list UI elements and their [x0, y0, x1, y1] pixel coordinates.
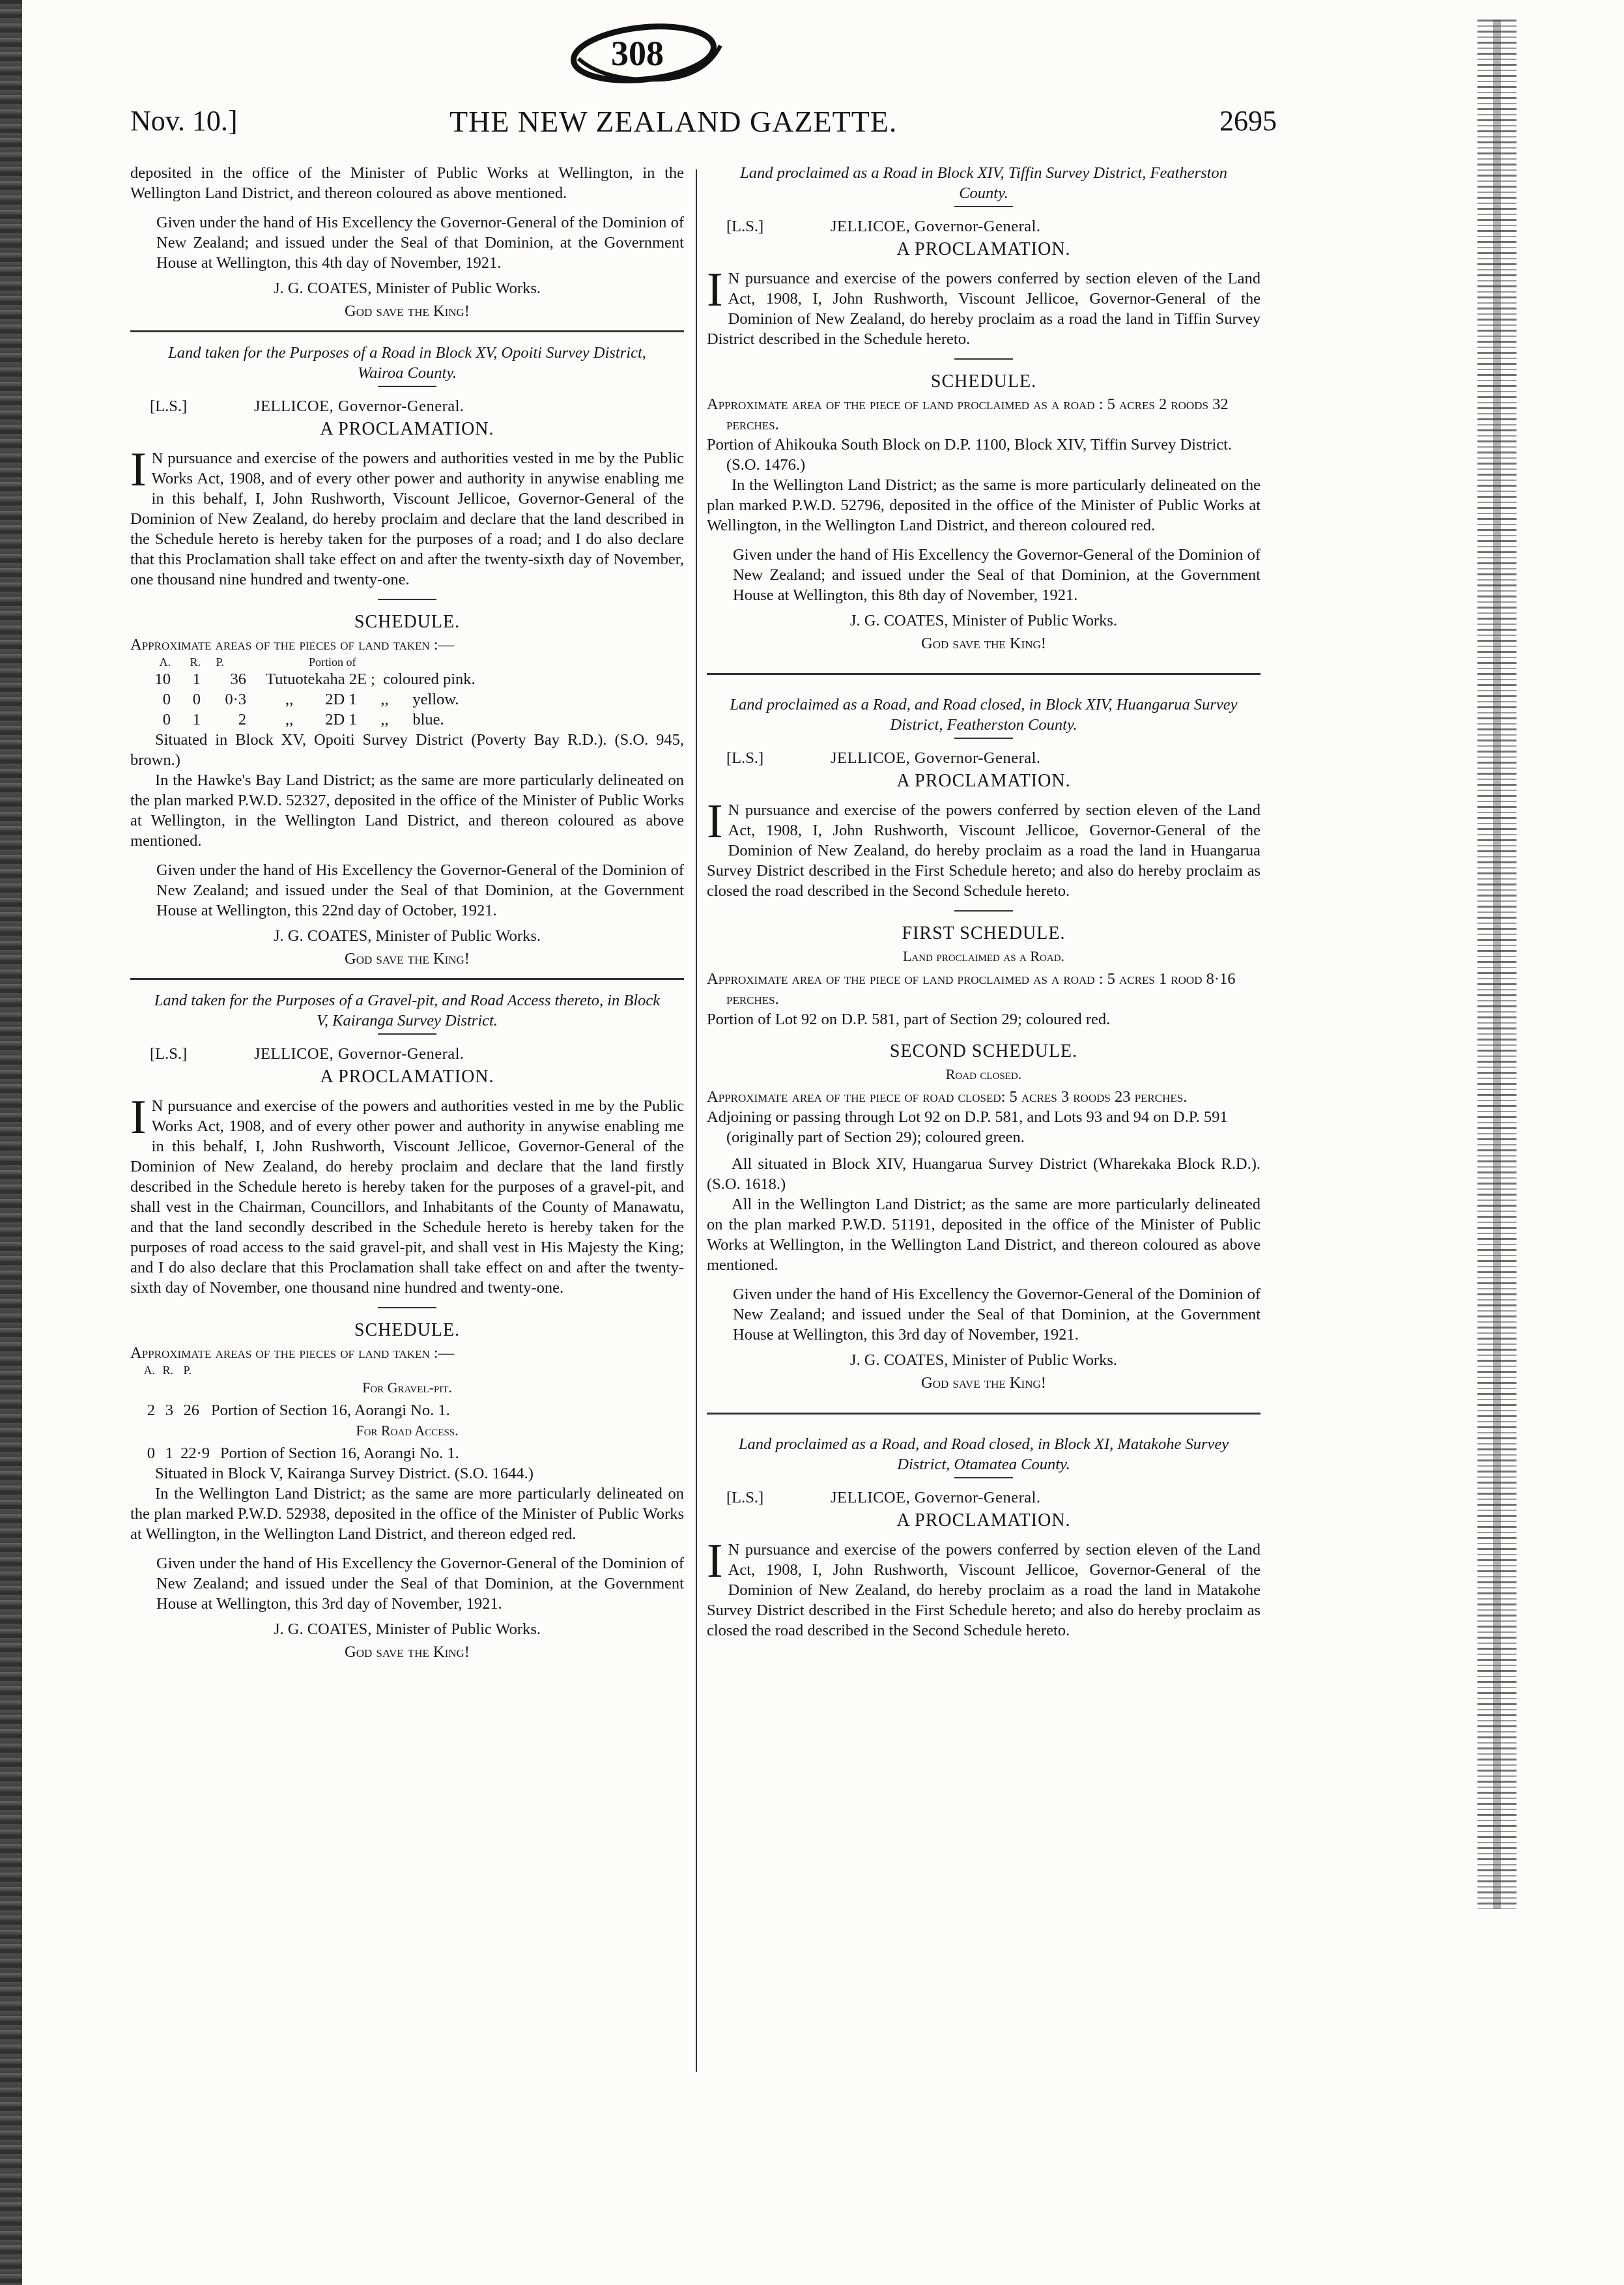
seal-line [707, 1487, 1261, 1508]
proclamation-heading: A PROCLAMATION. [320, 1067, 494, 1087]
seal-line [707, 216, 1261, 237]
section-rule [707, 1413, 1261, 1415]
given-under-hand: Given under the hand of His Excellency the Governor-General of the Dominion of New Zealand; and issued under the Seal of that Dominion, at the Government House at Wellington, this 3rd day of November, 1921. [733, 1286, 1261, 1344]
schedule-adjoining: Adjoining or passing through Lot 92 on D.P. 581, and Lots 93 and 94 on D.P. 591 (originally part of Section 29); coloured green. [707, 1108, 1228, 1146]
district-text: In the Wellington Land District; as the same is more particularly delineated on the plan marked P.W.D. 52796, deposited in the office of the Minister of Public Works at Wellington, in the Wellington Land District, and thereon coloured red. [707, 476, 1261, 534]
handwritten-stamp [565, 20, 728, 90]
minister-signature: J. G. COATES, Minister of Public Works. [273, 1620, 541, 1638]
proclamation-body: I N pursuance and exercise of the powers conferred by section eleven of the Land Act, 1908, I, John Rushworth, Viscount Jellicoe, Governor-General of the Dominion of New Zealand, do hereby proclaim as a road the land in Tiffin Survey District described in the Schedule hereto. [707, 263, 1261, 348]
notice-title: Land proclaimed as a Road, and Road closed, in Block XI, Matakohe Survey District, Otamatea County. [738, 1435, 1229, 1473]
notice-title: Land proclaimed as a Road, and Road closed, in Block XIV, Huangarua Survey District, Featherston County. [730, 696, 1238, 734]
continued-text: deposited in the office of the Minister of Public Works at Wellington, in the Wellington Land District, and thereon coloured as above mentioned. [130, 164, 684, 202]
scan-edge-right-shadow [1493, 20, 1501, 1909]
schedule-row: 2 3 26 Portion of Section 16, Aorangi No. 1. [147, 1401, 450, 1419]
god-save-the-king: God save the King! [921, 635, 1046, 652]
schedule-approx: Approximate area of the piece of road closed: 5 acres 3 roods 23 perches. [707, 1088, 1188, 1106]
notice-title: Land taken for the Purposes of a Gravel-pit, and Road Access thereto, in Block V, Kairanga Survey District. [154, 992, 661, 1029]
schedule-subheading: Road closed. [945, 1066, 1022, 1082]
given-under-hand: Given under the hand of His Excellency the Governor-General of the Dominion of New Zealand; and issued under the Seal of that Dominion, at the Government House at Wellington, this 4th day of November, 1921. [156, 214, 684, 272]
seal-line [707, 748, 1261, 768]
schedule-approx: Approximate areas of the pieces of land taken :— [130, 636, 455, 654]
situated-text: Situated in Block XV, Opoiti Survey District (Poverty Bay R.D.). (S.O. 945, brown.) [130, 731, 684, 769]
short-rule [954, 910, 1013, 912]
seal-mark: [L.S.] [150, 397, 188, 415]
schedule-approx: Approximate areas of the pieces of land taken :— [130, 1344, 455, 1362]
god-save-the-king: God save the King! [345, 950, 470, 968]
proclamation-body: I N pursuance and exercise of the powers and authorities vested in me by the Public Works Act, 1908, and of every other power and authority in anywise enabling me in this behalf, I, John Rushworth, Viscount Jellicoe, Governor-General of the Dominion of New Zealand, do hereby proclaim and declare that the land firstly described in the Schedule hereto is hereby taken for the purposes of a gravel-pit, and shall vest in the Chairman, Councillors, and Inhabitants of the County of Manawatu, and that the land secondly described in the Schedule hereto is hereby taken for the purposes of road access to the said gravel-pit, and shall vest in His Majesty the King; and I do also declare that this Proclamation shall take effect on and after the twenty-sixth day of November, one thousand nine hundred and twenty-one. [130, 1091, 684, 1297]
district-text: In the Hawke's Bay Land District; as the same are more particularly delineated on the plan marked P.W.D. 52327, deposited in the office of the Minister of Public Works at Wellington, in the Wellington Land District, and thereon coloured as above mentioned. [130, 771, 684, 850]
schedule-heading: FIRST SCHEDULE. [902, 923, 1066, 943]
seal-mark: [L.S.] [726, 218, 764, 235]
seal-mark: [L.S.] [726, 749, 764, 767]
column-divider [696, 169, 697, 2072]
notice-title: Land proclaimed as a Road in Block XIV, Tiffin Survey District, Featherston County. [740, 164, 1227, 202]
district-text: In the Wellington Land District; as the same are more particularly delineated on the plan marked P.W.D. 52938, deposited in the office of the Minister of Public Works at Wellington, in the Wellington Land District, and thereon edged red. [130, 1485, 684, 1543]
schedule-row: 0 0 0·3 ,, 2D 1 ,, yellow. [162, 691, 459, 708]
schedule-heading: SCHEDULE. [354, 1320, 461, 1340]
proclamation-heading: A PROCLAMATION. [896, 1510, 1071, 1531]
short-rule [954, 1477, 1013, 1478]
schedule-heading: SECOND SCHEDULE. [889, 1041, 1078, 1061]
left-column [130, 163, 684, 1662]
proclamation-heading: A PROCLAMATION. [896, 771, 1071, 791]
proclamation-body: I N pursuance and exercise of the powers conferred by section eleven of the Land Act, 1908, I, John Rushworth, Viscount Jellicoe, Governor-General of the Dominion of New Zealand, do hereby proclaim as a road the land in Matakohe Survey District described in the First Schedule hereto; and also do hereby proclaim as closed the road described in the Second Schedule hereto. [707, 1534, 1261, 1639]
schedule-heading: SCHEDULE. [354, 612, 461, 632]
schedule-portion: Portion of Ahikouka South Block on D.P. 1100, Block XIV, Tiffin Survey District. (S.O. 1476.) [707, 436, 1232, 474]
minister-signature: J. G. COATES, Minister of Public Works. [273, 927, 541, 945]
schedule-col-head: A. R. P. Portion of [159, 655, 356, 668]
drop-cap: I [130, 1091, 147, 1144]
schedule-approx: Approximate area of the piece of land proclaimed as a road : 5 acres 1 rood 8·16 perches. [707, 970, 1236, 1008]
situated-text: All situated in Block XIV, Huangarua Survey District (Wharekaka Block R.D.). (S.O. 1618.) [707, 1155, 1261, 1193]
given-under-hand: Given under the hand of His Excellency the Governor-General of the Dominion of New Zealand; and issued under the Seal of that Dominion, at the Government House at Wellington, this 3rd day of November, 1921. [156, 1555, 684, 1613]
drop-cap: I [707, 1534, 723, 1588]
schedule-col-head: A. R. P. [143, 1364, 192, 1377]
drop-cap: I [707, 263, 723, 317]
short-rule [378, 1307, 436, 1308]
short-rule [378, 1033, 436, 1035]
page-number: 2695 [1219, 105, 1277, 137]
notice-title: Land taken for the Purposes of a Road in Block XV, Opoiti Survey District, Wairoa County. [168, 344, 646, 382]
short-rule [954, 358, 1013, 360]
seal-line [130, 396, 684, 416]
governor-general: JELLICOE, Governor-General. [254, 1045, 464, 1063]
schedule-portion: Portion of Lot 92 on D.P. 581, part of Section 29; coloured red. [707, 1011, 1111, 1028]
seal-mark: [L.S.] [726, 1489, 764, 1506]
minister-signature: J. G. COATES, Minister of Public Works. [273, 280, 541, 297]
governor-general: JELLICOE, Governor-General. [831, 1489, 1041, 1506]
schedule-subheading: Land proclaimed as a Road. [902, 948, 1065, 964]
schedule-heading: SCHEDULE. [930, 371, 1037, 392]
governor-general: JELLICOE, Governor-General. [831, 218, 1041, 235]
governor-general: JELLICOE, Governor-General. [831, 749, 1041, 767]
god-save-the-king: God save the King! [921, 1374, 1046, 1392]
proclamation-body: I N pursuance and exercise of the powers conferred by section eleven of the Land Act, 1908, I, John Rushworth, Viscount Jellicoe, Governor-General of the Dominion of New Zealand, do hereby proclaim as a road the land in Huangarua Survey District described in the First Schedule hereto; and also do hereby proclaim as closed the road described in the Second Schedule hereto. [707, 795, 1261, 900]
schedule-row: 10 1 36 Tutuotekaha 2E ; coloured pink. [154, 670, 476, 688]
short-rule [378, 599, 436, 600]
governor-general: JELLICOE, Governor-General. [254, 397, 464, 415]
schedule-approx: Approximate area of the piece of land proclaimed as a road : 5 acres 2 roods 32 perches. [707, 395, 1229, 433]
gazette-title: THE NEW ZEALAND GAZETTE. [449, 105, 898, 138]
schedule-subheading: For Road Access. [356, 1422, 459, 1439]
god-save-the-king: God save the King! [345, 1643, 470, 1661]
proclamation-heading: A PROCLAMATION. [320, 419, 494, 439]
scan-edge-left [0, 0, 22, 2285]
section-rule [130, 978, 684, 980]
section-rule [130, 330, 684, 332]
short-rule [378, 386, 436, 387]
given-under-hand: Given under the hand of His Excellency the Governor-General of the Dominion of New Zealand; and issued under the Seal of that Dominion, at the Government House at Wellington, this 8th day of November, 1921. [733, 546, 1261, 604]
schedule-subheading: For Gravel-pit. [362, 1379, 452, 1396]
page-header [130, 104, 1277, 143]
given-under-hand: Given under the hand of His Excellency the Governor-General of the Dominion of New Zealand; and issued under the Seal of that Dominion, at the Government House at Wellington, this 22nd day of October, 1921. [156, 861, 684, 919]
stamp-number: 308 [611, 34, 664, 73]
proclamation-heading: A PROCLAMATION. [896, 239, 1071, 259]
short-rule [954, 738, 1013, 739]
district-text: All in the Wellington Land District; as the same are more particularly delineated on the plan marked P.W.D. 51191, deposited in the office of the Minister of Public Works at Wellington, in the Wellington Land District, and thereon coloured as above mentioned. [707, 1196, 1261, 1274]
right-column [707, 163, 1261, 1641]
proclamation-body: I N pursuance and exercise of the powers and authorities vested in me by the Public Works Act, 1908, and of every other power and authority in anywise enabling me in this behalf, I, John Rushworth, Viscount Jellicoe, Governor-General of the Dominion of New Zealand, do hereby proclaim and declare that the land described in the Schedule hereto is hereby taken for the purposes of a road; and I do also declare that this Proclamation shall take effect on and after the twenty-sixth day of November, one thousand nine hundred and twenty-one. [130, 443, 684, 588]
issue-date: Nov. 10.] [130, 105, 238, 137]
seal-mark: [L.S.] [150, 1045, 188, 1063]
minister-signature: J. G. COATES, Minister of Public Works. [849, 1351, 1117, 1369]
god-save-the-king: God save the King! [345, 302, 470, 320]
drop-cap: I [707, 795, 723, 848]
short-rule [954, 206, 1013, 207]
schedule-row: 0 1 22·9 Portion of Section 16, Aorangi No. 1. [147, 1444, 459, 1462]
minister-signature: J. G. COATES, Minister of Public Works. [849, 612, 1117, 629]
seal-line [130, 1044, 684, 1064]
drop-cap: I [130, 443, 147, 496]
section-rule [707, 673, 1261, 675]
schedule-row: 0 1 2 ,, 2D 1 ,, blue. [162, 711, 444, 728]
situated-text: Situated in Block V, Kairanga Survey District. (S.O. 1644.) [155, 1465, 534, 1482]
